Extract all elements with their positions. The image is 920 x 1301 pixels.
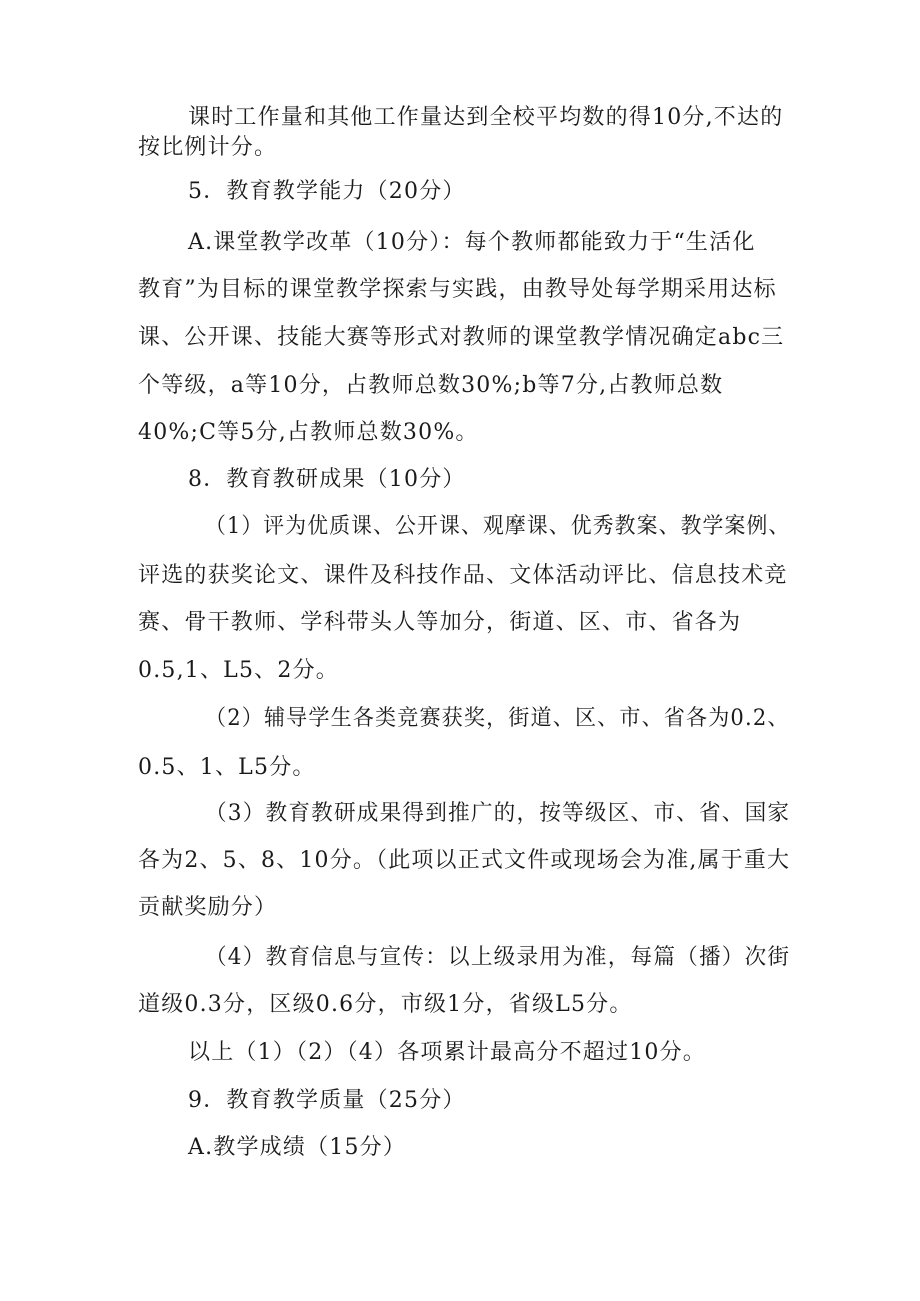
paragraph-line: （1）评为优质课、公开课、观摩课、优秀教案、教学案例、 — [205, 514, 791, 539]
subsection-heading: A.教学成绩（15分） — [188, 1135, 407, 1160]
paragraph-line: 课时工作量和其他工作量达到全校平均数的得10分,不达的 — [188, 105, 784, 130]
section-heading: 8．教育教研成果（10分） — [188, 467, 466, 492]
paragraph-line: （2）辅导学生各类竞赛获奖，街道、区、市、省各为0.2、 — [205, 706, 790, 731]
section-heading: 5．教育教学能力（20分） — [188, 179, 466, 204]
paragraph-line: 40%;C等5分,占教师总数30%。 — [138, 420, 479, 445]
paragraph-line: 0.5,1、L5、2分。 — [138, 658, 339, 683]
paragraph-line: 评选的获奖论文、课件及科技作品、文体活动评比、信息技术竞 — [138, 563, 788, 588]
paragraph-line: 按比例计分。 — [138, 135, 278, 160]
section-heading: 9．教育教学质量（25分） — [188, 1088, 466, 1113]
paragraph-line: 贡献奖励分） — [138, 895, 278, 920]
paragraph-line: 课、公开课、技能大赛等形式对教师的课堂教学情况确定abc三 — [138, 325, 785, 350]
paragraph-line: 各为2、5、8、10分。（此项以正式文件或现场会为准,属于重大 — [138, 848, 791, 873]
paragraph-line: 0.5、1、L5分。 — [138, 755, 316, 780]
paragraph-line: 道级0.3分，区级0.6分，市级1分，省级L5分。 — [138, 992, 633, 1017]
paragraph-line: 赛、骨干教师、学科带头人等加分，街道、区、市、省各为 — [138, 610, 742, 635]
paragraph-line: （3）教育教研成果得到推广的，按等级区、市、省、国家 — [205, 801, 791, 826]
paragraph-line: （4）教育信息与宣传：以上级录用为准，每篇（播）次街 — [205, 945, 791, 970]
paragraph-line: 以上（1）（2）（4）各项累计最高分不超过10分。 — [188, 1040, 706, 1065]
paragraph-line: 个等级，a等10分，占教师总数30%;b等7分,占教师总数 — [138, 373, 724, 398]
paragraph-line: 教育”为目标的课堂教学探索与实践，由教导处每学期采用达标 — [138, 277, 777, 302]
paragraph-line: A.课堂教学改革（10分）：每个教师都能致力于“生活化 — [188, 230, 756, 255]
